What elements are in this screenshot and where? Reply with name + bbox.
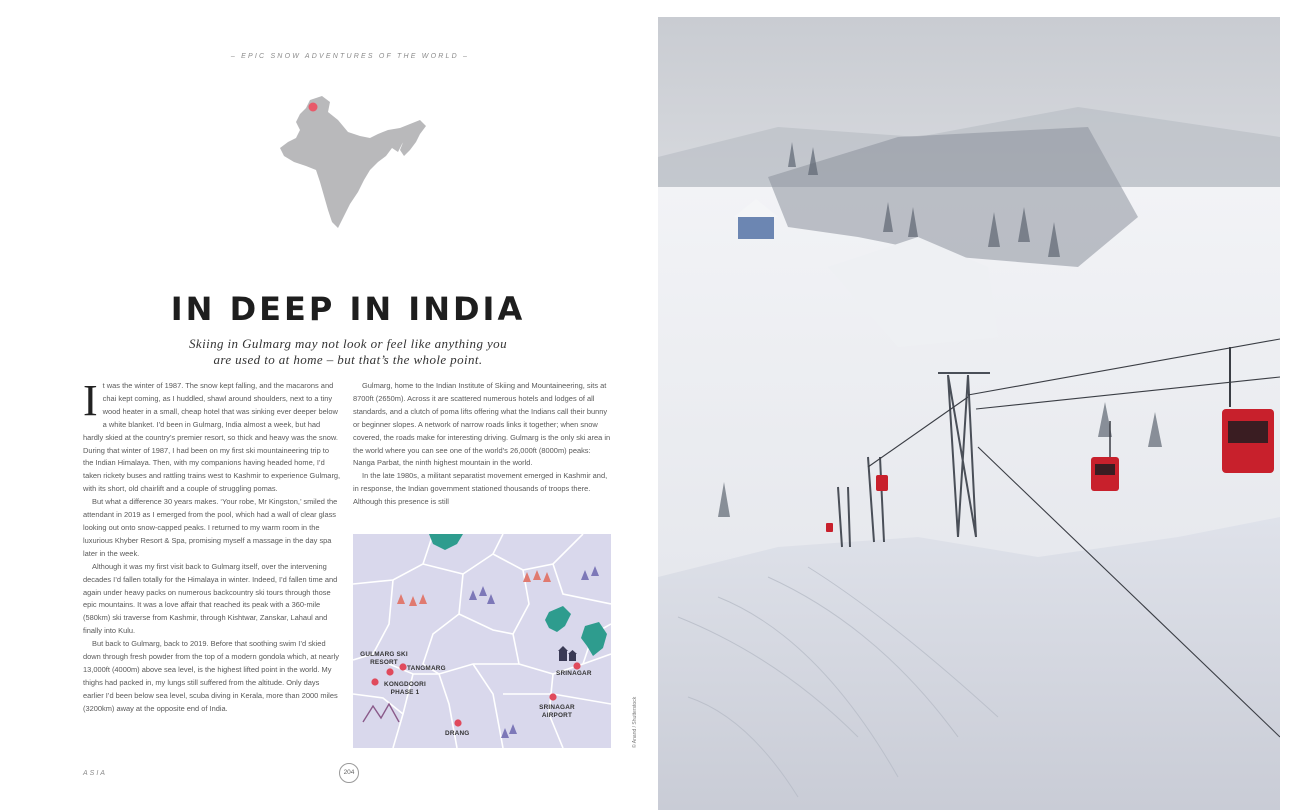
gondola-snow-photo	[658, 17, 1280, 810]
photo-credit: © Anand / Shutterstock	[632, 696, 638, 748]
body-paragraph: But back to Gulmarg, back to 2019. Before that soothing swim I’d skied down through fresh powder from the top of a modern gondola which, at nearly 13,000ft (4000m) above sea level, is the highest lifted point in the world. My thighs had packed in, my lungs still suffered from the altitude. Only days earlier I’d been below sea level, scuba diving in Kerala, more than 2000 miles (3200km) away at the opposite end of India.	[83, 639, 339, 713]
body-paragraph: But what a difference 30 years makes. ‘Your robe, Mr Kingston,’ smiled the attendant in 2019 as I emerged from the pool, which had a wall of clear glass looking out onto snow-capped peaks. I returned to my warm room in the luxurious Khyber Resort & Spa, promising myself a massage in the day spa later in the week.	[83, 497, 338, 558]
body-paragraph: Gulmarg, home to the Indian Institute of Skiing and Mountaineering, sits at 8700ft (2650m). Across it are scattered numerous hotels and lodges of all standards, and a clutch of poma lifts offering what the Indians call their bunny or beginner slopes. A network of narrow roads links it together; when snow covered, the roads make for interesting driving. Gulmarg is the only ski area in the world where you can see one of the world’s 26,000ft (8000m) peaks: Nanga Parbat, the ninth highest mountain in the world.	[353, 381, 611, 468]
map-label-srinagar: SRINAGAR	[556, 670, 592, 677]
drang-marker	[454, 719, 461, 726]
body-paragraph: It was the winter of 1987. The snow kept falling, and the macarons and chai kept coming, as I huddled, shawl around shoulders, next to a tiny wood heater in a small, cheap hotel that was sinking ever deeper below a white blanket. I’d been in Gulmarg, India almost a week, but had hardly skied at the country’s premier resort, so thick and heavy was the snow. During that winter of 1987, I had been on my first ski mountaineering trip to the Indian Himalaya. Then, with my companions having headed home, I’d taken rickety buses and rattling trains west to Kashmir to experience Gulmarg, with its short, old chairlift and a couple of struggling pomas.	[83, 376, 341, 494]
body-paragraph: In the late 1980s, a militant separatist movement emerged in Kashmir and, in response, the Indian government stationed thousands of troops there. Although this presence is still	[353, 471, 608, 507]
india-outline-map	[270, 90, 430, 240]
map-label-drang: DRANG	[445, 730, 470, 737]
map-label-gulmarg: GULMARG SKI RESORT	[360, 651, 408, 666]
map-label-tangmarg: TANGMARG	[407, 665, 446, 672]
section-footer: ASIA	[83, 770, 107, 777]
body-column-1	[83, 376, 341, 716]
location-map	[353, 534, 611, 748]
drop-cap: I	[83, 376, 98, 425]
article-subtitle	[130, 336, 566, 368]
subtitle-line-1: Skiing in Gulmarg may not look or feel like anything you	[189, 336, 507, 351]
srinagar-marker	[573, 662, 580, 669]
body-column-2	[353, 380, 613, 509]
section-kicker: – EPIC SNOW ADVENTURES OF THE WORLD –	[230, 53, 470, 60]
subtitle-line-2: are used to at home – but that’s the whole point.	[213, 352, 483, 367]
gulmarg-location-marker	[309, 103, 318, 112]
article-title: IN DEEP IN INDIA	[170, 290, 526, 328]
page-number: 204	[339, 763, 359, 783]
body-paragraph: Although it was my first visit back to Gulmarg itself, over the intervening decades I’d fallen totally for the Himalaya in winter. Indeed, I’d fallen time and again under heavy packs on numerous backcountry ski tours through those epic mountains. It was a love affair that reached its peak with a 360-mile (580km) ski traverse from Kashmir, through Kishtwar, Zanskar, Lahaul and finally into Kulu.	[83, 561, 338, 636]
gulmarg-marker	[386, 668, 393, 675]
map-label-airport: SRINAGAR AIRPORT	[539, 704, 575, 719]
map-label-kongdoori: KONGDOORI PHASE 1	[384, 681, 426, 696]
airport-marker	[549, 693, 556, 700]
